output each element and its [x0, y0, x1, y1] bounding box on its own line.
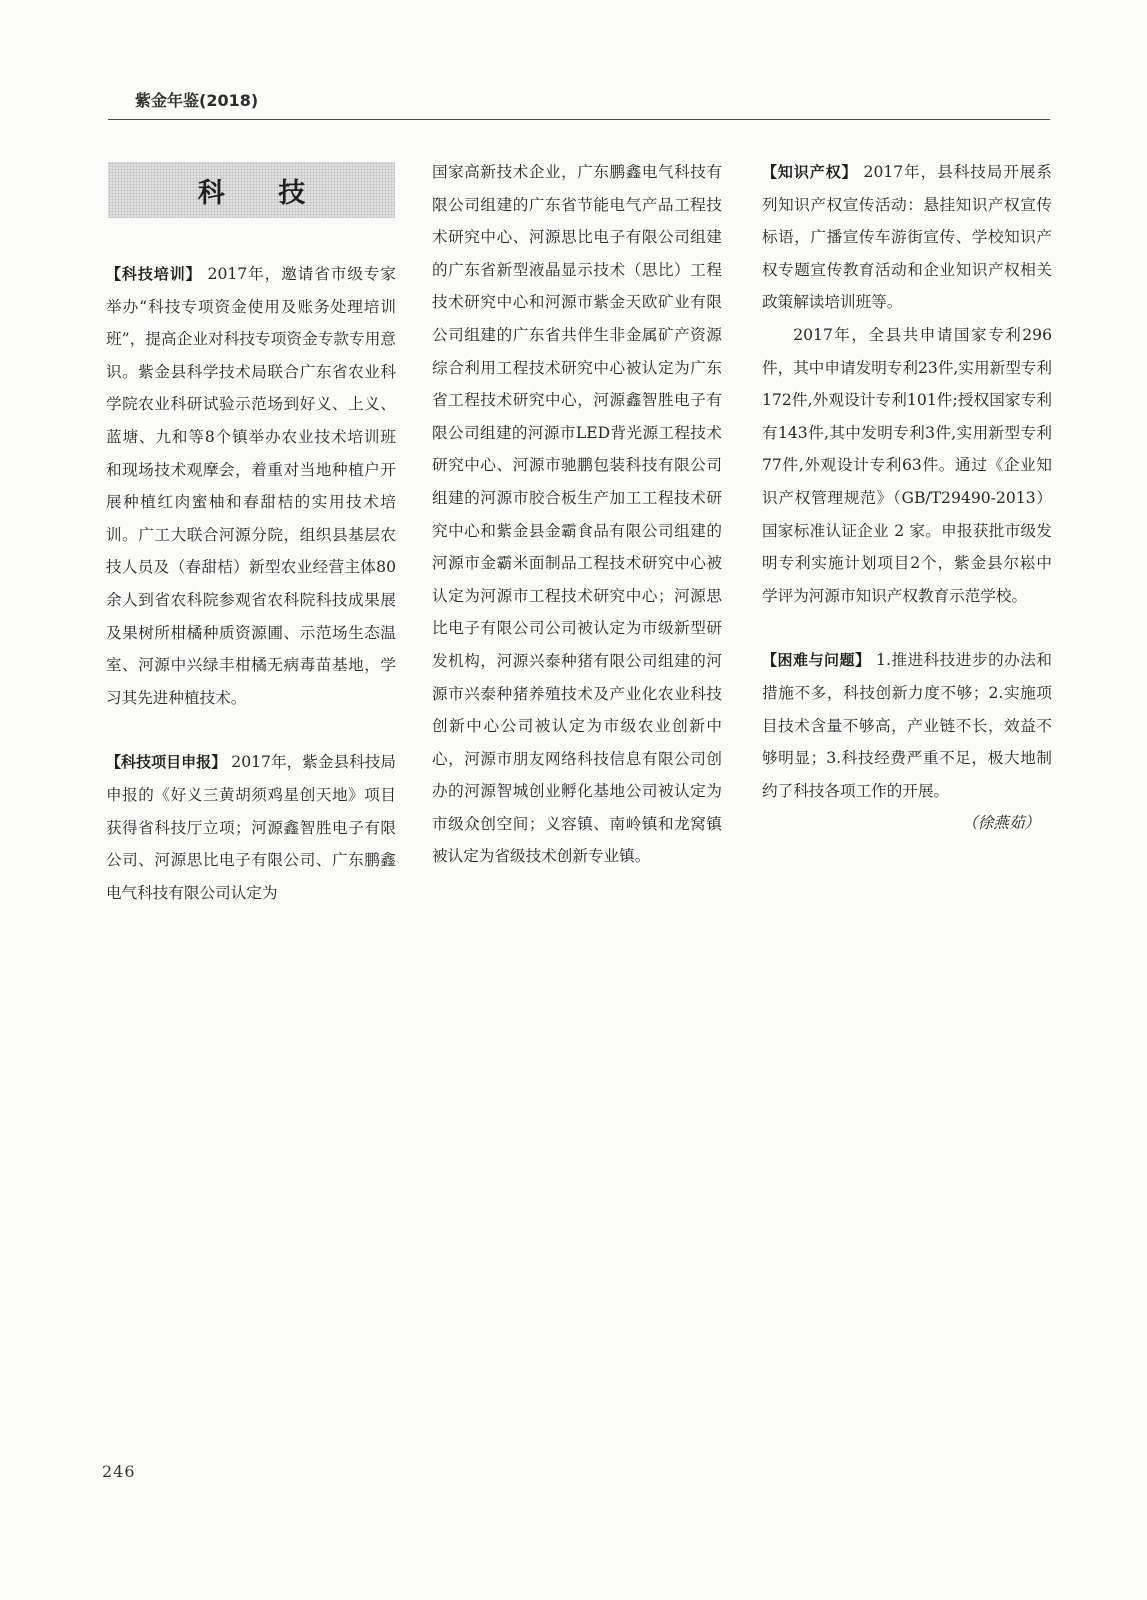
- header-rule: [108, 119, 1050, 120]
- column-middle: [432, 156, 722, 873]
- sci-training-body: 2017年，邀请省市级专家举办“科技专项资金使用及账务处理培训班”，提高企业对科技专项资金专款专用意识。紫金县科学技术局联合广东省农业科学院农业科研试验示范场到好义、上义、蓝塘、九和等8个镇举办农业技术培训班和现场技术观摩会，着重对当地种植户开展种植红肉蜜柚和春甜桔的实用技术培训。广工大联合河源分院，组织县基层农技人员及（春甜桔）新型农业经营主体80余人到省农科院参观省农科院科技成果展及果树所柑橘种质资源圃、示范场生态温室、河源中兴绿丰柑橘无病毒苗基地，学习其先进种植技术。: [106, 265, 396, 707]
- section-title: 科 技: [197, 177, 328, 209]
- sci-training-paragraph: [106, 258, 396, 714]
- sci-projects-heading: 【科技项目申报】: [106, 753, 227, 772]
- ip-patents-paragraph: 2017年，全县共申请国家专利296件，其中申请发明专利23件,实用新型专利172件,外观设计专利101件;授权国家专利有143件,其中发明专利3件,实用新型专利77件,外观设计专利63件。通过《企业知识产权管理规范》（GB/T29490-2013）国家标准认证企业 2 家。申报获批市级发明专利实施计划项目2个，紫金县尔崧中学评为河源市知识产权教育示范学校。: [762, 325, 1052, 605]
- ip-body: 2017年，县科技局开展系列知识产权宣传活动：悬挂知识产权宣传标语，广播宣传车游街宣传、学校知识产权专题宣传教育活动和企业知识产权相关政策解读培训班等。: [762, 163, 1052, 312]
- sci-projects-body-part1: 2017年，紫金县科技局申报的《好义三黄胡须鸡星创天地》项目获得省科技厅立项；河源鑫智胜电子有限公司、河源思比电子有限公司、广东鹏鑫电气科技有限公司认定为: [106, 753, 396, 902]
- sci-projects-paragraph: [106, 746, 396, 909]
- section-title-box: [108, 162, 395, 218]
- sci-training-heading: 【科技培训】: [106, 265, 202, 283]
- ip-heading: 【知识产权】: [762, 163, 858, 181]
- author-credit: （徐燕茹）: [962, 814, 1040, 833]
- problems-body: 1.推进科技进步的办法和措施不多，科技创新力度不够；2.实施项目技术含量不够高，产业链不长，效益不够明显；3.科技经费严重不足，极大地制约了科技各项工作的开展。: [762, 651, 1052, 800]
- running-title: 紫金年鉴(2018): [135, 91, 259, 110]
- ip-paragraph: [762, 156, 1052, 319]
- page-number: 246: [102, 1462, 136, 1481]
- problems-heading: 【困难与问题】: [762, 651, 871, 670]
- sci-projects-continued: 国家高新技术企业，广东鹏鑫电气科技有限公司组建的广东省节能电气产品工程技术研究中心、河源思比电子有限公司组建的广东省新型液晶显示技术（思比）工程技术研究中心和河源市紫金天欧矿业有限公司组建的广东省共伴生非金属矿产资源综合利用工程技术研究中心被认定为广东省工程技术研究中心，河源鑫智胜电子有限公司组建的河源市LED背光源工程技术研究中心、河源市驰鹏包装科技有限公司组建的河源市胶合板生产加工工程技术研究中心和紫金县金霸食品有限公司组建的河源市金霸米面制品工程技术研究中心被认定为河源市工程技术研究中心；河源思比电子有限公司公司被认定为市级新型研发机构，河源兴泰种猪有限公司组建的河源市兴泰种猪养殖技术及产业化农业科技创新中心公司被认定为市级农业创新中心，河源市朋友网络科技信息有限公司创办的河源智城创业孵化基地公司被认定为市级众创空间；义容镇、南岭镇和龙窝镇被认定为省级技术创新专业镇。: [432, 163, 722, 866]
- column-right: [762, 156, 1052, 840]
- problems-paragraph: [762, 644, 1052, 807]
- column-left: [106, 258, 396, 909]
